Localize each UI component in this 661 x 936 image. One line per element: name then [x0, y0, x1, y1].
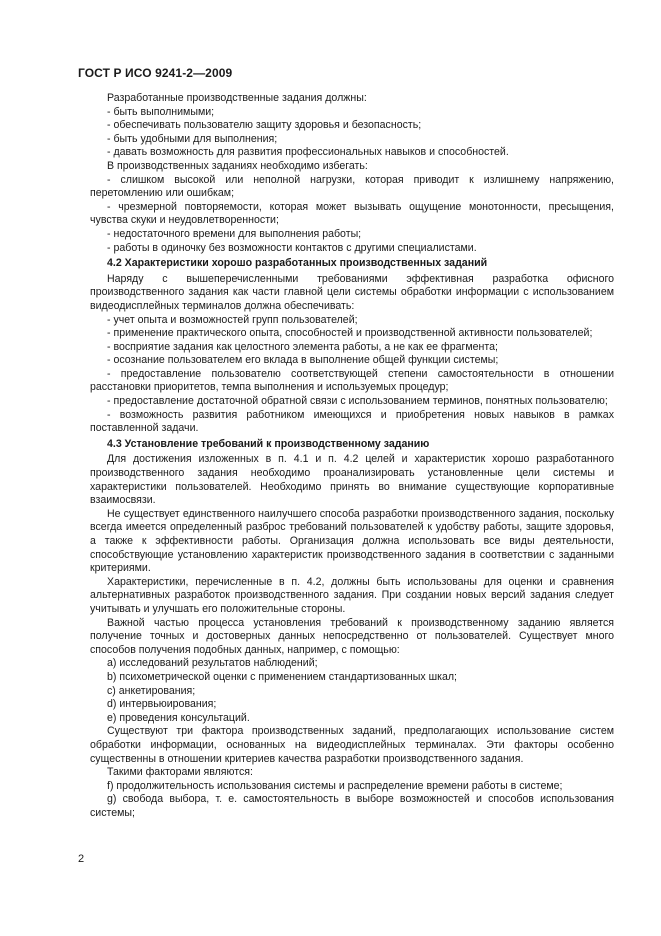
paragraph: В производственных заданиях необходимо избегать:	[107, 159, 368, 172]
list-item: - учет опыта и возможностей групп пользователей;	[107, 313, 358, 326]
list-item: е) проведения консультаций.	[107, 711, 250, 724]
list-item: с) анкетирования;	[107, 684, 196, 697]
paragraph: Не существует единственного наилучшего способа разработки производственного задания, поскольку всегда имеется определенный разброс требований пользователей к удобству работы, защите здоровья, а также к эффективности работы. Организация должна использовать все виды деятельности, способствующие установлению характеристик производственного задания в соответствии с заданными критериями.	[90, 507, 614, 575]
standard-header: ГОСТ Р ИСО 9241-2—2009	[78, 66, 233, 80]
list-item: - предоставление достаточной обратной связи с использованием терминов, понятных пользователю;	[107, 395, 608, 408]
paragraph: Разработанные производственные задания должны:	[107, 92, 367, 104]
paragraph: Важной частью процесса установления требований к производственному заданию является получение точных и достоверных данных непосредственно от пользователей. Существует много способов получения подобных данных, например, с помощью:	[90, 616, 614, 656]
list-item: d) интервьюирования;	[107, 698, 217, 711]
list-item: g) свобода выбора, т. е. самостоятельность в выборе возможностей и способов использования системы;	[90, 793, 614, 819]
list-item: - работы в одиночку без возможности контактов с другими специалистами.	[107, 241, 477, 254]
list-item: - быть выполнимыми;	[107, 105, 215, 118]
list-item: - возможность развития работником имеющихся и приобретения новых навыков в рамках поставленной задачи.	[90, 408, 614, 435]
page-number: 2	[78, 853, 85, 865]
paragraph: Для достижения изложенных в п. 4.1 и п. 4.2 целей и характеристик хорошо разработанного производственного задания необходимо проанализировать установленные цели системы и характеристики пользователей. Необходимо принять во внимание существующие корпоративные взаимосвязи.	[90, 453, 614, 507]
list-item: а) исследований результатов наблюдений;	[107, 657, 318, 670]
list-item: - обеспечивать пользователю защиту здоровья и безопасность;	[107, 119, 422, 132]
section-heading: 4.3 Установление требований к производственному заданию	[107, 437, 430, 450]
paragraph: Такими факторами являются:	[107, 766, 253, 779]
list-item: - недостаточного времени для выполнения работы;	[107, 227, 362, 240]
paragraph: Характеристики, перечисленные в п. 4.2, должны быть использованы для оценки и сравнения альтернативных разработок производственного задания. При создании новых версий задания следует учитывать и улучшать его положительные стороны.	[90, 575, 614, 615]
section-heading: 4.2 Характеристики хорошо разработанных производственных заданий	[107, 257, 488, 270]
list-item: - восприятие задания как целостного элемента работы, а не как ее фрагмента;	[107, 340, 498, 353]
list-item: - давать возможность для развития профессиональных навыков и способностей.	[107, 146, 509, 159]
list-item: - слишком высокой или неполной нагрузки, которая приводит к излишнему напряжению, перетомлению или ошибкам;	[90, 173, 614, 200]
list-item: f) продолжительность использования системы и распределение времени работы в системе;	[107, 779, 563, 792]
document-body	[90, 92, 614, 820]
list-item: - быть удобными для выполнения;	[107, 132, 278, 145]
list-item: - предоставление пользователю соответствующей степени самостоятельности в отношении расстановки приоритетов, темпа выполнения и используемых процедур;	[90, 367, 614, 394]
list-item: - осознание пользователем его вклада в выполнение общей функции системы;	[107, 354, 499, 367]
list-item: b) психометрической оценки с применением стандартизованных шкал;	[107, 670, 457, 683]
list-item: - чрезмерной повторяемости, которая может вызывать ощущение монотонности, пресыщения, чувства скуки и неудовлетворенности;	[90, 200, 614, 227]
paragraph: Наряду с вышеперечисленными требованиями эффективная разработка офисного производственного задания как части главной цели системы обработки информации с использованием видеодисплейных терминалов должна обеспечивать:	[90, 272, 614, 312]
paragraph: Существуют три фактора производственных заданий, предполагающих использование систем обработки информации, основанных на видеодисплейных терминалах. Эти факторы особенно существенны в отношении критериев качества разработки производственного задания.	[90, 725, 614, 765]
list-item: - применение практического опыта, способностей и производственной активности пользователей;	[107, 327, 593, 340]
